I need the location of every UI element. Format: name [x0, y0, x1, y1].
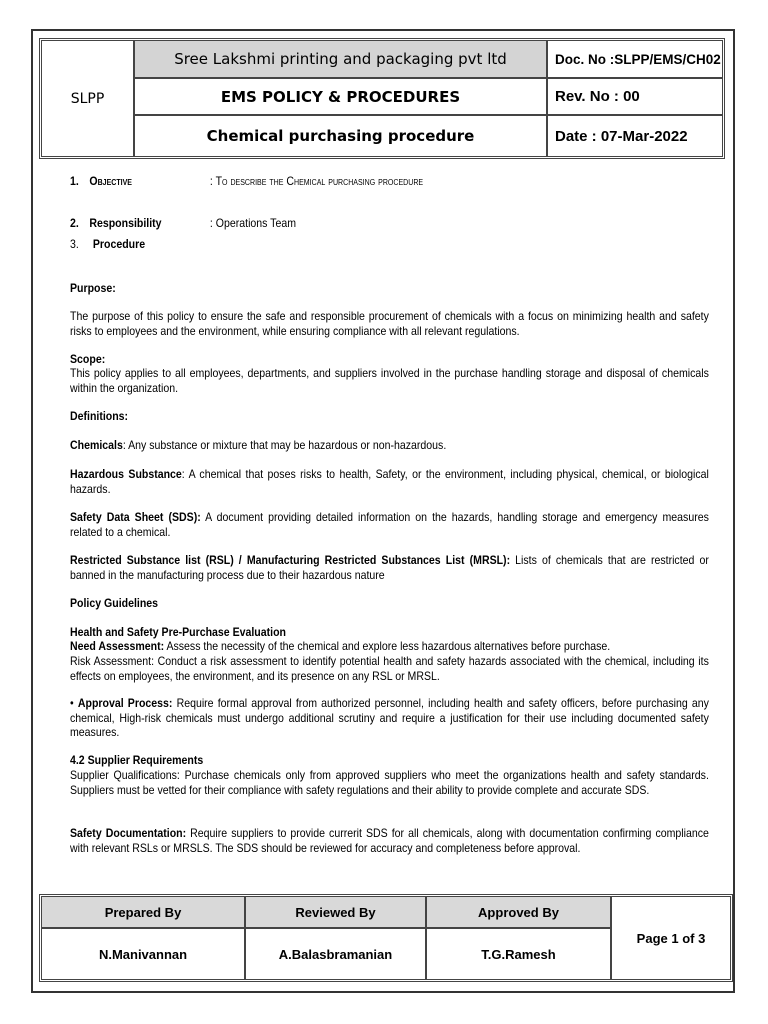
safety-documentation [70, 826, 709, 855]
approved-by-header: Approved By [427, 897, 612, 929]
scope-heading: Scope: [70, 352, 106, 366]
signature-table [39, 894, 733, 982]
safety-doc-text: Require suppliers to provide currerit SDS for all chemicals, along with documentation confirming compliance with relevant RSLs or MRSLS. The SDS should be reviewed for accuracy and completeness before approval. [70, 826, 709, 855]
definition-text: Lists of chemicals that are restricted or banned in the manufacturing process due to their hazardous nature [70, 553, 709, 582]
guidelines-heading: Policy Guidelines [70, 596, 159, 610]
page-number: Page 1 of 3 [636, 930, 706, 946]
need-text: Assess the necessity of the chemical and explore less hazardous alternatives before purchase. [164, 639, 611, 653]
supplier-text: Supplier Qualifications: Purchase chemicals only from approved suppliers who meet the organizations health and safety standards. Suppliers must be vetted for their compliance with safety regulations and their ability to provide complete and accurate SDS. [70, 768, 709, 797]
risk-assessment: Risk Assessment: Conduct a risk assessment to identify potential health and safety hazards associated with the chemical, including its effects on employees, the environment, and its presence on any RSL or MRSL. [70, 654, 709, 683]
evaluation-heading: Health and Safety Pre-Purchase Evaluation [70, 625, 286, 639]
section-procedure [70, 237, 709, 252]
reviewed-by-name: A.Balasbramanian [246, 929, 427, 979]
doc-number: Doc. No :SLPP/EMS/CH02 [548, 41, 722, 79]
definition-text: : A chemical that poses risks to health, Safety, or the environment, including physical, chemical, or biological hazards. [70, 467, 709, 496]
section-label: Procedure [92, 237, 146, 251]
supplier-heading: 4.2 Supplier Requirements [70, 753, 204, 767]
prepared-by-name: N.Manivannan [42, 929, 246, 979]
definition-text: : Any substance or mixture that may be hazardous or non-hazardous. [122, 438, 447, 452]
company-code: SLPP [42, 41, 135, 156]
section-number: 1. [70, 174, 79, 188]
section-value: : Operations Team [209, 216, 297, 230]
section-objective [70, 174, 709, 189]
header-table [39, 38, 725, 159]
definition-text: A document providing detailed information on the hazards, handling storage and emergency measures related to a chemical. [70, 510, 709, 539]
prepared-by-header: Prepared By [42, 897, 246, 929]
definition-rsl [70, 553, 709, 582]
approval-term: Approval Process: [77, 696, 173, 710]
section-responsibility [70, 216, 709, 231]
safety-doc-term: Safety Documentation: [70, 826, 187, 840]
need-assessment [70, 639, 709, 654]
purpose-heading: Purpose: [70, 281, 116, 295]
definition-hazardous [70, 467, 709, 496]
approval-process [70, 696, 709, 740]
definition-term: Safety Data Sheet (SDS): [70, 510, 201, 524]
need-term: Need Assessment: [70, 639, 165, 653]
section-number: 2. [70, 216, 79, 230]
section-label: Objective [89, 174, 133, 188]
scope-text: This policy applies to all employees, departments, and suppliers involved in the purchase handling storage and disposal of chemicals within the organization. [70, 366, 709, 395]
company-name: Sree Lakshmi printing and packaging pvt ltd [135, 41, 548, 79]
definitions-heading: Definitions: [70, 409, 129, 423]
approval-text: Require formal approval from authorized personnel, including health and safety officers, before purchasing any chemical, High-risk chemicals must undergo additional scrutiny and require a justification for their use including documented safety measures. [70, 696, 709, 739]
revision-number: Rev. No : 00 [548, 79, 722, 116]
document-date: Date : 07-Mar-2022 [555, 127, 688, 145]
bullet: • [70, 696, 78, 710]
section-number: 3. [70, 237, 79, 251]
system-title: EMS POLICY & PROCEDURES [135, 79, 548, 116]
reviewed-by-header: Reviewed By [246, 897, 427, 929]
approved-by-name: T.G.Ramesh [427, 929, 612, 979]
section-label: Responsibility [89, 216, 162, 230]
definition-term: Restricted Substance list (RSL) / Manufacturing Restricted Substances List (MRSL): [70, 553, 511, 567]
definition-chemicals [70, 438, 709, 453]
definition-sds [70, 510, 709, 539]
definition-term: Chemicals [70, 438, 123, 452]
section-value: : To describe the Chemical purchasing procedure [209, 174, 424, 188]
purpose-text: The purpose of this policy to ensure the safe and responsible procurement of chemicals with a focus on minimizing health and safety risks to employees and the environment, while ensuring compliance with all relevant regulations. [70, 309, 709, 338]
definition-term: Hazardous Substance [70, 467, 182, 481]
document-title: Chemical purchasing procedure [135, 116, 548, 156]
